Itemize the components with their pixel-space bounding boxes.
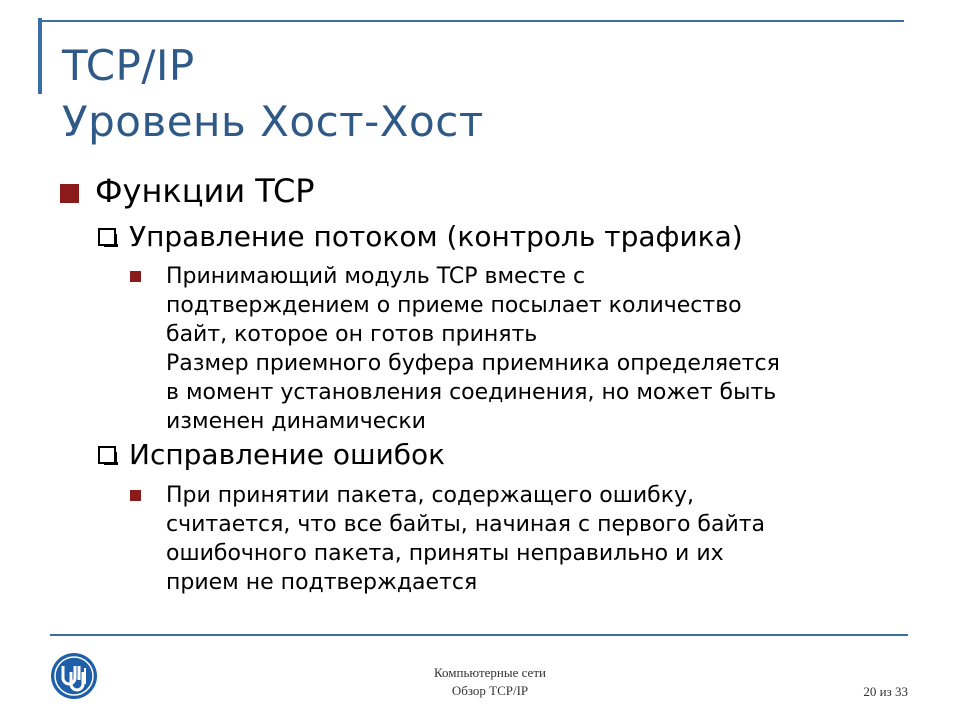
square-bullet-icon xyxy=(60,184,79,203)
slide-title-line-1: TCP/IP xyxy=(62,41,195,90)
paragraph-line: в момент установления соединения, но может быть xyxy=(166,380,777,405)
paragraph-line: Принимающий модуль TCP вместе с xyxy=(166,264,586,289)
paragraph-line: Размер приемного буфера приемника определяется xyxy=(166,351,780,376)
paragraph-line: При принятии пакета, содержащего ошибку, xyxy=(166,483,695,508)
checkbox-bullet-icon xyxy=(98,228,116,246)
bullet-level2-label: Управление потоком (контроль трафика) xyxy=(129,220,743,253)
paragraph-line: считается, что все байты, начиная с первого байта xyxy=(166,512,766,537)
bullet-level3-paragraph xyxy=(166,262,906,436)
footer-topic: Обзор TCP/IP xyxy=(451,683,529,698)
page-number: 20 из 33 xyxy=(863,684,908,699)
frame-bottom-line xyxy=(50,634,908,636)
frame-top-line xyxy=(38,20,904,22)
paragraph-line: байт, которое он готов принять xyxy=(166,322,538,347)
square-bullet-icon xyxy=(130,271,141,282)
slide-title xyxy=(62,38,484,150)
bullet-level3-paragraph xyxy=(166,481,906,597)
checkbox-bullet-icon xyxy=(98,446,116,464)
frame-left-line xyxy=(38,18,42,94)
unn-university-logo-icon xyxy=(50,652,98,700)
square-bullet-icon xyxy=(130,490,141,501)
footer-course-title: Компьютерные сети xyxy=(434,665,546,680)
paragraph-line: изменен динамически xyxy=(166,409,426,434)
bullet-level2-label: Исправление ошибок xyxy=(129,438,446,471)
paragraph-line: прием не подтверждается xyxy=(166,570,478,595)
footer-course-info xyxy=(380,664,600,700)
paragraph-line: ошибочного пакета, приняты неправильно и их xyxy=(166,541,724,566)
paragraph-line: подтверждением о приеме посылает количество xyxy=(166,293,742,318)
slide-title-line-2: Уровень Хост-Хост xyxy=(62,97,484,146)
bullet-level1-label: Функции TCP xyxy=(95,172,315,210)
